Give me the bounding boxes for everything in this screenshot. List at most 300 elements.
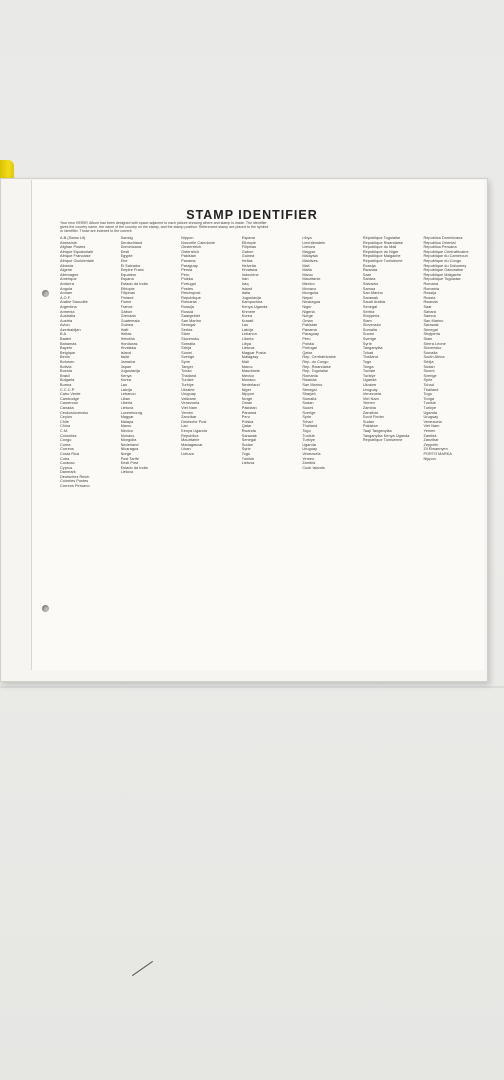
identifier-entry: Magyar: [302, 249, 316, 254]
identifier-entry: Danmark: [60, 470, 76, 475]
identifier-entry: Korea: [120, 378, 131, 383]
identifier-entry: Saargebiet: [181, 314, 201, 319]
identifier-entry: Angola: [60, 286, 73, 291]
identifier-entry: C.M.: [60, 428, 69, 433]
identifier-entry: Kenya Uganda: [241, 304, 268, 309]
identifier-entry: Estado da India: [120, 281, 148, 286]
identifier-entry: Iraq: [241, 281, 249, 286]
identifier-entry: Lietuva: [181, 451, 194, 456]
identifier-entry: Republica Dominicana: [423, 236, 463, 240]
identifier-entry: Lao: [241, 323, 249, 328]
identifier-entry: Suomi: [302, 405, 314, 410]
identifier-entry: Sudan: [302, 401, 314, 406]
identifier-entry: Uruguay: [302, 447, 318, 452]
identifier-entry: Nippon: [423, 456, 436, 461]
identifier-entry: Espana: [241, 236, 255, 240]
identifier-entry: Norge: [120, 451, 132, 456]
identifier-entry: Tunisie: [423, 401, 436, 406]
identifier-entry: Nicaragua: [120, 447, 139, 452]
identifier-entry: Niger: [241, 387, 252, 392]
identifier-entry: Slovensko: [423, 346, 442, 351]
identifier-entry: Republique Togolaise: [362, 236, 401, 240]
identifier-entry: Italia: [241, 291, 251, 296]
identifier-entry: Haiti: [120, 327, 129, 332]
identifier-entry: Srbija: [423, 360, 434, 365]
identifier-entry: Republica Peruana: [423, 245, 457, 250]
identifier-entry: Syrie: [241, 447, 251, 452]
identifier-entry: Italia: [120, 355, 129, 360]
identifier-entry: Mexico: [120, 428, 133, 433]
identifier-entry: Helvetia: [241, 263, 256, 268]
identifier-entry: South Africa: [423, 355, 445, 360]
identifier-column: [302, 236, 359, 672]
identifier-entry: Republique du Congo: [423, 258, 462, 263]
identifier-entry: Osterreich: [181, 249, 200, 254]
identifier-entry: Thailand: [423, 387, 439, 392]
identifier-entry: Rossija: [362, 263, 376, 268]
identifier-entry: Sahara: [423, 309, 437, 314]
identifier-entry: Maroc: [302, 272, 314, 277]
identifier-entry: Guinea: [120, 323, 134, 328]
identifier-entry: Estado da India: [120, 465, 148, 470]
identifier-entry: Syrie: [423, 378, 433, 383]
identifier-entry: Yemen: [423, 428, 436, 433]
identifier-entry: Liban: [181, 447, 191, 452]
identifier-entry: Sarawak: [241, 433, 257, 438]
page-shadow-edge: [0, 686, 504, 688]
identifier-entry: Oman: [302, 318, 313, 323]
identifier-entry: Malagasy: [241, 355, 259, 360]
identifier-entry: Grenada: [120, 314, 136, 319]
identifier-entry: Rossija: [181, 304, 194, 309]
identifier-entry: France: [120, 304, 133, 309]
identifier-entry: Sudan: [241, 442, 253, 447]
identifier-entry: Brasil: [60, 373, 70, 378]
identifier-entry: Taaji Tanganyika: [362, 428, 392, 433]
identifier-entry: Viet Nam: [362, 396, 379, 401]
identifier-entry: Hrvatska: [241, 268, 258, 273]
identifier-entry: Serbia: [362, 309, 375, 314]
identifier-entry: Korea: [241, 314, 253, 319]
identifier-entry: Rep. Rwandaise: [302, 364, 331, 369]
identifier-entry: Tonga: [423, 396, 435, 401]
identifier-entry: Sverige: [423, 373, 437, 378]
identifier-entry: Lao: [181, 424, 188, 429]
identifier-entry: Oman: [241, 401, 253, 406]
identifier-entry: Bayern: [60, 346, 73, 351]
identifier-entry: Afghan Postes: [60, 245, 86, 250]
identifier-entry: Republique du Dahomey: [423, 263, 467, 268]
identifier-entry: Nicaragua: [302, 300, 321, 305]
identifier-entry: Honduras: [120, 341, 138, 346]
identifier-entry: Ceylon: [60, 415, 73, 420]
identifier-entry: Maldives: [302, 258, 318, 263]
identifier-entry: Togo: [423, 392, 432, 397]
identifier-entry: Correos: [60, 447, 74, 452]
identifier-entry: Pakistan: [241, 405, 257, 410]
identifier-column: [60, 236, 117, 672]
identifier-entry: Cameroun: [60, 401, 79, 406]
identifier-entry: Sharjah: [302, 392, 316, 397]
identifier-entry: Sverige: [181, 355, 195, 360]
identifier-entry: Luxembourg: [120, 410, 143, 415]
identifier-columns: [60, 236, 480, 672]
identifier-entry: Finland: [120, 295, 134, 300]
identifier-entry: Somalia: [302, 396, 317, 401]
identifier-entry: Postes: [181, 286, 194, 291]
identifier-entry: Kampuchea: [241, 300, 263, 305]
identifier-entry: Tunisie: [302, 433, 315, 438]
identifier-entry: Syrie: [181, 360, 191, 365]
identifier-entry: Rep. Centrafricaine: [302, 355, 336, 360]
identifier-entry: Rwanda: [362, 268, 378, 273]
identifier-entry: Vaticane: [181, 396, 197, 401]
identifier-entry: Turkiye: [362, 373, 376, 378]
identifier-entry: C.C.C.P.: [60, 387, 75, 392]
identifier-entry: Burma: [60, 383, 72, 387]
identifier-entry: Polska: [181, 277, 193, 282]
identifier-entry: Yemen: [181, 410, 194, 415]
identifier-entry: Samoa: [362, 286, 376, 291]
identifier-entry: Senegal: [241, 438, 257, 443]
identifier-entry: Uganda: [423, 410, 438, 415]
identifier-entry: Tanganyika Kenya Uganda: [362, 433, 410, 438]
identifier-entry: Qatar: [302, 350, 313, 355]
identifier-entry: Algerie: [60, 268, 73, 273]
identifier-entry: Cook Islands: [302, 465, 325, 470]
identifier-entry: Russia: [423, 295, 436, 300]
identifier-entry: San Marino: [181, 318, 202, 323]
identifier-entry: Correos Peruano: [60, 484, 90, 489]
identifier-entry: Republique Tunisienne: [362, 258, 403, 263]
identifier-entry: Deutsche Post: [181, 419, 207, 424]
identifier-entry: Nippon: [241, 392, 255, 397]
identifier-entry: Mongolia: [302, 291, 319, 296]
identifier-entry: Rwanda: [241, 428, 256, 433]
identifier-entry: Avion: [60, 323, 70, 328]
identifier-entry: Eesti Post: [120, 461, 139, 466]
identifier-entry: Zanzibar: [181, 415, 197, 420]
identifier-entry: A.O.F.: [60, 295, 71, 300]
identifier-entry: Nepal: [302, 295, 313, 300]
identifier-entry: Corea: [60, 442, 71, 447]
identifier-entry: Togo: [362, 360, 372, 365]
identifier-entry: Cuba: [60, 456, 70, 461]
identifier-entry: San Marino: [423, 318, 444, 323]
identifier-entry: Nippon: [181, 236, 194, 240]
identifier-entry: Saar: [362, 272, 372, 277]
identifier-entry: Benin: [60, 355, 70, 360]
identifier-entry: Cabo Verde: [60, 392, 81, 397]
identifier-entry: Srbija: [181, 346, 192, 351]
identifier-entry: Tanganyika: [362, 346, 383, 351]
identifier-entry: Suomi: [181, 350, 193, 355]
identifier-entry: Republique du Cameroun: [423, 254, 468, 259]
identifier-entry: Republica Oriental: [423, 240, 456, 245]
identifier-entry: Mongolia: [120, 438, 137, 443]
identifier-entry: Khmere: [241, 309, 256, 314]
identifier-entry: Portugal: [181, 281, 196, 286]
identifier-entry: Russia: [181, 309, 194, 314]
identifier-entry: Guatemala: [120, 318, 140, 323]
identifier-entry: Zambia: [362, 405, 376, 410]
identifier-entry: Hellas: [241, 258, 253, 263]
identifier-entry: Equateur: [120, 272, 137, 277]
identifier-entry: Jugoslavija: [241, 295, 262, 300]
identifier-entry: Polska: [302, 341, 315, 346]
identifier-entry: Sverige: [302, 410, 316, 415]
identifier-entry: Mauritanie: [302, 277, 321, 282]
identifier-entry: Senegal: [362, 304, 378, 309]
identifier-entry: Norge: [241, 396, 253, 401]
identifier-entry: Nouvelle Caledonie: [181, 240, 215, 245]
intro-text: Your new HERBY Album has been designed with space adjacent to each picture showing where and stamp is made. The identifier gives the country name, the name of the country on the stamp, and the stamp position. Referenced stamp are placed to the symbol or identifier. Those are indexed to the current.: [60, 221, 269, 234]
identifier-entry: Jugoslavija: [120, 369, 140, 374]
identifier-entry: Monaco: [241, 378, 256, 383]
identifier-entry: Dominicana: [120, 245, 142, 250]
identifier-entry: Slovensko: [362, 323, 381, 328]
table-mark: [132, 961, 153, 976]
identifier-entry: Lebanon: [120, 392, 136, 397]
identifier-entry: Costa Rica: [60, 451, 80, 456]
identifier-entry: Zambia: [423, 433, 437, 438]
identifier-entry: Tchad: [362, 350, 374, 355]
identifier-entry: Maroc: [120, 424, 132, 429]
identifier-entry: Latvija: [120, 387, 132, 392]
identifier-entry: Azerbaidjan: [60, 327, 81, 332]
identifier-entry: Zanzibar: [362, 410, 379, 415]
identifier-entry: Venezuela: [362, 392, 382, 397]
identifier-entry: Libya: [241, 341, 252, 346]
identifier-entry: Saudi Arabia: [362, 300, 386, 305]
identifier-entry: Bosnia: [60, 369, 72, 374]
identifier-entry: Suomi: [362, 332, 374, 337]
identifier-entry: Turkiye: [302, 438, 315, 443]
identifier-entry: Lietuva: [120, 405, 134, 410]
identifier-entry: Senegal: [302, 387, 317, 392]
identifier-entry: Yemen: [362, 401, 375, 406]
identifier-entry: Rep. du Congo: [302, 360, 329, 365]
identifier-entry: Niger: [302, 304, 312, 309]
identifier-entry: Uruguay: [423, 415, 439, 420]
identifier-entry: China: [60, 424, 71, 429]
identifier-entry: Bolivia: [60, 364, 72, 369]
identifier-entry: Peru: [241, 415, 250, 420]
identifier-entry: Pakistan: [302, 323, 318, 328]
identifier-entry: Monaco: [302, 286, 317, 291]
identifier-entry: Japan: [120, 364, 132, 369]
identifier-entry: Australia: [60, 314, 76, 319]
identifier-entry: Republique Gabonaise: [423, 268, 464, 273]
identifier-entry: Thailand: [302, 424, 318, 429]
identifier-entry: Colonies Postes: [60, 479, 89, 484]
identifier-entry: Liechtenstein: [302, 240, 326, 245]
identifier-entry: Turkiye: [423, 405, 437, 410]
identifier-entry: Canada: [60, 405, 74, 410]
identifier-entry: Republique Malgache: [423, 272, 462, 277]
identifier-entry: Magyar Posta: [241, 350, 266, 355]
identifier-entry: Sierra Leone: [423, 341, 446, 346]
identifier-entry: Eesti: [120, 249, 130, 254]
identifier-entry: Afrique Occidentale: [60, 258, 95, 263]
identifier-entry: Uganda: [362, 378, 377, 383]
identifier-entry: Paraguay: [302, 332, 319, 337]
identifier-entry: Somalia: [181, 341, 196, 346]
identifier-entry: Lietuva: [302, 245, 315, 250]
identifier-entry: Thailand: [362, 355, 378, 360]
identifier-entry: Mauritanie: [181, 438, 200, 443]
identifier-entry: Thailand: [181, 373, 197, 378]
identifier-entry: Republique du Mali: [362, 245, 397, 250]
identifier-entry: Indochine: [241, 272, 259, 277]
identifier-entry: Ukraine: [181, 387, 195, 392]
identifier-entry: Belgique: [60, 350, 76, 355]
identifier-entry: Zil Elwannyen: [423, 447, 448, 452]
identifier-column: [121, 236, 178, 672]
identifier-column: [423, 236, 480, 672]
identifier-entry: Liberia: [120, 401, 133, 406]
identifier-entry: Republica: [181, 433, 199, 438]
identifier-entry: Sarawak: [362, 295, 379, 300]
identifier-entry: Scott Finder: [362, 415, 384, 420]
identifier-entry: Turkiye: [181, 383, 194, 387]
identifier-entry: Guinea: [241, 254, 255, 259]
identifier-entry: Danzig: [120, 236, 133, 240]
identifier-entry: Malaya: [120, 419, 134, 424]
identifier-entry: Bahamas: [60, 341, 77, 346]
identifier-entry: PORTO MARKA: [423, 451, 452, 456]
identifier-entry: Argentina: [60, 304, 77, 309]
identifier-entry: Cyprus: [60, 465, 73, 470]
identifier-entry: Albania: [60, 263, 74, 268]
identifier-entry: Republique Togolaise: [423, 277, 461, 282]
identifier-entry: Bohmen: [60, 360, 75, 365]
identifier-entry: Sahara: [362, 277, 376, 282]
identifier-entry: Reichspost: [181, 291, 201, 296]
identifier-entry: Tanger: [181, 364, 194, 369]
identifier-entry: Pakistan: [362, 424, 378, 429]
identifier-entry: Uganda: [302, 442, 316, 447]
identifier-entry: Zanzibar: [423, 438, 439, 443]
identifier-entry: Peru: [302, 337, 311, 342]
identifier-entry: Siam: [423, 337, 433, 342]
identifier-entry: Romania: [423, 286, 440, 291]
identifier-entry: Tchad: [181, 369, 192, 374]
page-title: STAMP IDENTIFIER: [186, 208, 318, 222]
identifier-entry: Hrvatska: [120, 346, 136, 351]
identifier-entry: Venezuela: [302, 451, 321, 456]
identifier-entry: Slovensko: [181, 337, 200, 342]
identifier-entry: Post Tarife: [120, 456, 139, 461]
identifier-entry: Romana: [423, 281, 439, 286]
identifier-entry: Rossija: [423, 291, 437, 296]
identifier-entry: Malaysia: [302, 254, 318, 259]
identifier-entry: Liban: [120, 396, 131, 401]
identifier-entry: Panama: [181, 258, 196, 263]
identifier-entry: Polska: [241, 419, 254, 424]
identifier-entry: Pakistan: [181, 254, 197, 259]
binder-hole-bottom: [42, 605, 49, 612]
identifier-entry: Lao: [120, 383, 128, 387]
identifier-entry: Eire: [120, 258, 128, 263]
identifier-entry: Lebanon: [241, 332, 257, 337]
identifier-entry: Curacao: [60, 461, 75, 466]
identifier-entry: Bulgaria: [60, 378, 75, 383]
identifier-entry: Panama: [302, 327, 317, 332]
identifier-entry: Gabon: [241, 249, 254, 254]
identifier-entry: Deutsches Reich: [60, 474, 90, 479]
identifier-entry: Helvetia: [120, 337, 135, 342]
identifier-entry: Panama: [241, 410, 257, 415]
identifier-entry: Togo: [302, 428, 311, 433]
identifier-entry: Andorra: [60, 281, 74, 286]
identifier-entry: Deutschland: [120, 240, 143, 245]
identifier-entry: Espana: [120, 277, 134, 282]
identifier-entry: Kenya: [120, 373, 132, 378]
identifier-entry: Tunisie: [241, 456, 255, 461]
identifier-entry: Fiume: [120, 300, 132, 305]
identifier-entry: Republique du Niger: [362, 249, 399, 254]
identifier-entry: Togo: [241, 451, 251, 456]
identifier-entry: Tunisie: [362, 369, 376, 374]
identifier-entry: Filipinas: [120, 291, 135, 296]
identifier-entry: Syrie: [302, 415, 312, 420]
identifier-entry: Maroc: [241, 364, 253, 369]
identifier-entry: Republique Tunisienne: [362, 438, 403, 443]
identifier-entry: Romania: [302, 373, 318, 378]
identifier-entry: Tchad: [302, 419, 313, 424]
identifier-entry: Sudan: [423, 364, 435, 369]
identifier-entry: Island: [120, 350, 132, 355]
identifier-entry: San Marino: [362, 291, 383, 296]
identifier-entry: Sudan: [362, 419, 375, 424]
identifier-column: [363, 236, 420, 672]
identifier-entry: Kenya Uganda: [181, 428, 207, 433]
identifier-entry: Nederland: [120, 442, 139, 447]
identifier-entry: Romania: [181, 300, 197, 305]
identifier-entry: Ethiopie: [241, 240, 256, 245]
identifier-entry: Mexico: [302, 281, 315, 286]
identifier-entry: Nigeria: [302, 309, 315, 314]
identifier-entry: Mali: [302, 263, 310, 268]
identifier-entry: Kuwait: [241, 318, 254, 323]
identifier-entry: Serbia: [181, 327, 193, 332]
identifier-entry: Somalia: [362, 327, 377, 332]
identifier-entry: Rwanda: [302, 378, 317, 383]
identifier-entry: Paraguay: [181, 263, 198, 268]
identifier-entry: Rep. Togolaise: [302, 369, 329, 374]
identifier-entry: Uruguay: [181, 392, 196, 397]
identifier-entry: Sverige: [362, 337, 377, 342]
identifier-entry: Lietuva: [120, 470, 134, 475]
identifier-entry: Mexico: [241, 373, 255, 378]
identifier-entry: Zambia: [302, 461, 316, 466]
identifier-entry: Tunisie: [181, 378, 194, 383]
identifier-entry: Ethiopie: [120, 286, 135, 291]
identifier-entry: Baden: [60, 337, 72, 342]
identifier-entry: Iran: [241, 277, 249, 282]
identifier-entry: Viet Nam: [423, 424, 440, 429]
identifier-entry: Republique Centrafricaine: [423, 249, 469, 254]
identifier-entry: Norge: [302, 314, 313, 319]
identifier-entry: Peru: [181, 272, 190, 277]
identifier-column: [181, 236, 238, 672]
identifier-entry: Libya: [302, 236, 312, 240]
identifier-entry: Tonga: [362, 364, 374, 369]
identifier-entry: Filipinas: [241, 245, 257, 250]
identifier-entry: Qatar: [241, 424, 252, 429]
identifier-entry: Latvija: [241, 327, 254, 332]
